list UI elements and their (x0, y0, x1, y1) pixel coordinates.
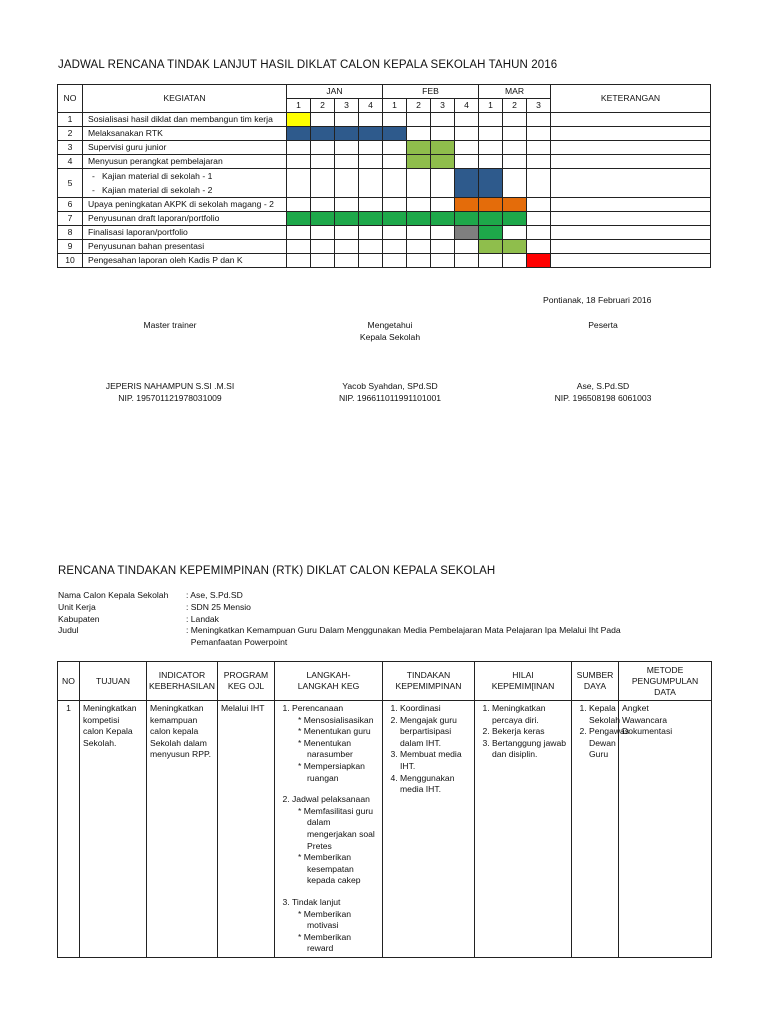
gantt-empty-cell (311, 240, 335, 254)
gantt-empty-cell (479, 113, 503, 127)
meta-row (58, 637, 686, 649)
meta-value: Pemanfaatan Powerpoint (186, 637, 288, 648)
gantt-bar-cell (359, 212, 383, 226)
rtk-tindakan (383, 701, 475, 958)
schedule-body (58, 113, 711, 268)
gantt-empty-cell (503, 155, 527, 169)
gantt-empty-cell (407, 240, 431, 254)
gantt-empty-cell (527, 198, 551, 212)
week-header: 1 (383, 99, 407, 113)
gantt-empty-cell (311, 169, 335, 198)
gantt-empty-cell (287, 240, 311, 254)
langkah-sub-item: * Mensosialisasikan (298, 715, 379, 727)
kegiatan-line: - Kajian material di sekolah - 1 (92, 171, 213, 181)
gantt-bar-cell (527, 254, 551, 268)
gantt-empty-cell (479, 127, 503, 141)
week-header: 2 (503, 99, 527, 113)
header-month-mar: MAR (479, 85, 551, 99)
gantt-empty-cell (527, 240, 551, 254)
row-kegiatan: Pengesahan laporan oleh Kadis P dan K (83, 254, 287, 268)
rtk-meta (58, 590, 686, 649)
meta-value: : SDN 25 Mensio (186, 601, 251, 612)
meta-row (58, 625, 686, 637)
gantt-empty-cell (479, 254, 503, 268)
gantt-empty-cell (455, 113, 479, 127)
gantt-empty-cell (431, 127, 455, 141)
header-text: NO (62, 675, 75, 686)
langkah-sub-item: * Menentukan guru (298, 726, 379, 738)
header-keterangan: KETERANGAN (551, 85, 711, 113)
row-no: 6 (58, 198, 83, 212)
metode-line: Wawancara (622, 714, 668, 725)
gantt-empty-cell (287, 169, 311, 198)
gantt-bar-cell (503, 240, 527, 254)
meta-row (58, 590, 686, 602)
nilai-item: 3. Bertanggung jawab dan disiplin. (492, 738, 568, 761)
gantt-empty-cell (503, 113, 527, 127)
gantt-empty-cell (527, 169, 551, 198)
week-header: 4 (455, 99, 479, 113)
header-kegiatan: KEGIATAN (83, 85, 287, 113)
gantt-empty-cell (335, 113, 359, 127)
week-header: 2 (407, 99, 431, 113)
gantt-bar-cell (431, 212, 455, 226)
table-row (58, 127, 711, 141)
rtk-nilai (475, 701, 572, 958)
row-kegiatan: Melaksanakan RTK (83, 127, 287, 141)
gantt-bar-cell (407, 141, 431, 155)
gantt-empty-cell (455, 254, 479, 268)
meta-label (58, 637, 186, 649)
kepala-name: Yacob Syahdan, SPd.SD (342, 381, 438, 391)
rtk-sumber (572, 701, 630, 958)
gantt-empty-cell (407, 254, 431, 268)
langkah-sub-list (298, 715, 379, 785)
table-row (58, 169, 711, 198)
spacer (292, 784, 379, 794)
gantt-empty-cell (455, 141, 479, 155)
gantt-bar-cell (407, 155, 431, 169)
meta-label: Kabupaten (58, 613, 100, 624)
row-kegiatan (83, 169, 287, 198)
row-keterangan (551, 198, 711, 212)
gantt-empty-cell (335, 226, 359, 240)
rtk-header-langkah (275, 662, 383, 701)
langkah-step (292, 897, 379, 955)
row-keterangan (551, 240, 711, 254)
tujuan-line: Sekolah. (83, 737, 117, 748)
meta-row (58, 614, 686, 626)
rtk-header-tujuan (80, 662, 147, 701)
rtk-title: RENCANA TINDAKAN KEPEMIMPINAN (RTK) DIKLAT CALON KEPALA SEKOLAH (58, 565, 496, 577)
rtk-header-tindakan (383, 662, 475, 701)
gantt-empty-cell (431, 113, 455, 127)
header-text: TINDAKAN (406, 670, 451, 680)
peserta-nip: NIP. 196508198 6061003 (554, 393, 652, 403)
header-text: KEG OJL (227, 681, 265, 691)
row-kegiatan: Supervisi guru junior (83, 141, 287, 155)
gantt-empty-cell (311, 254, 335, 268)
rtk-langkah (275, 701, 383, 958)
header-text: KEBERHASILAN (149, 681, 215, 691)
tujuan-line: kompetisi (83, 714, 120, 725)
week-header: 1 (479, 99, 503, 113)
schedule-table (57, 84, 711, 268)
gantt-bar-cell (287, 113, 311, 127)
master-trainer-name: JEPERIS NAHAMPUN S.SI .M.SI (105, 381, 235, 391)
row-keterangan (551, 127, 711, 141)
row-kegiatan: Penyusunan draft laporan/portfolio (83, 212, 287, 226)
gantt-empty-cell (431, 169, 455, 198)
row-kegiatan: Upaya peningkatan AKPK di sekolah magang - 2 (83, 198, 287, 212)
spacer (292, 887, 379, 897)
langkah-sub-list (298, 909, 379, 955)
gantt-bar-cell (479, 169, 503, 198)
gantt-empty-cell (359, 254, 383, 268)
rtk-header-indicator (147, 662, 218, 701)
gantt-empty-cell (359, 198, 383, 212)
gantt-empty-cell (311, 198, 335, 212)
row-keterangan (551, 226, 711, 240)
gantt-empty-cell (383, 113, 407, 127)
meta-value: : Meningkatkan Kemampuan Guru Dalam Menggunakan Media Pembelajaran Mata Pelajaran Ipa Melalui Iht Pada (186, 625, 621, 636)
rtk-header-program (218, 662, 275, 701)
header-text: PENGUMPULAN (631, 675, 699, 686)
meta-label: Judul (58, 625, 79, 636)
langkah-sub-item: * Memberikan motivasi (298, 909, 379, 932)
gantt-empty-cell (311, 141, 335, 155)
header-month-feb: FEB (383, 85, 479, 99)
header-text: SUMBER (576, 670, 614, 680)
langkah-sub-list (298, 806, 379, 887)
week-header: 4 (359, 99, 383, 113)
row-keterangan (551, 212, 711, 226)
indicator-line: menyusun RPP. (150, 749, 211, 760)
gantt-bar-cell (431, 155, 455, 169)
gantt-empty-cell (383, 226, 407, 240)
row-no: 8 (58, 226, 83, 240)
kepala-role-line2: Kepala Sekolah (359, 332, 421, 342)
tindakan-item: 3. Membuat media IHT. (400, 749, 471, 772)
gantt-bar-cell (311, 127, 335, 141)
gantt-empty-cell (407, 169, 431, 198)
gantt-empty-cell (359, 226, 383, 240)
gantt-empty-cell (383, 155, 407, 169)
header-text: LANGKAH KEG (297, 681, 360, 691)
rtk-header-no (58, 662, 80, 701)
gantt-empty-cell (359, 240, 383, 254)
table-row (58, 240, 711, 254)
header-text: METODE (646, 664, 684, 675)
sumber-item: 2. Pengawas Dewan Guru (589, 726, 615, 761)
tindakan-item: 4. Menggunakan media IHT. (400, 773, 471, 796)
row-no: 9 (58, 240, 83, 254)
meta-label: Unit Kerja (58, 601, 96, 612)
rtk-program: Melalui IHT (218, 701, 275, 958)
row-kegiatan: Finalisasi laporan/portfolio (83, 226, 287, 240)
tujuan-line: calon Kepala (83, 726, 133, 737)
gantt-empty-cell (455, 240, 479, 254)
gantt-bar-cell (407, 212, 431, 226)
rtk-header-nilai (475, 662, 572, 701)
table-row (58, 212, 711, 226)
gantt-empty-cell (287, 226, 311, 240)
rtk-metode (619, 701, 712, 958)
gantt-empty-cell (431, 198, 455, 212)
row-no: 5 (58, 169, 83, 198)
gantt-empty-cell (503, 169, 527, 198)
gantt-empty-cell (335, 240, 359, 254)
kegiatan-line: - Kajian material di sekolah - 2 (92, 185, 213, 195)
peserta-role: Peserta (588, 320, 618, 330)
gantt-empty-cell (527, 212, 551, 226)
rtk-header-sumber (572, 662, 619, 701)
gantt-bar-cell (455, 169, 479, 198)
gantt-bar-cell (503, 198, 527, 212)
gantt-bar-cell (479, 240, 503, 254)
gantt-bar-cell (335, 127, 359, 141)
gantt-empty-cell (287, 198, 311, 212)
table-row (58, 254, 711, 268)
gantt-bar-cell (479, 226, 503, 240)
gantt-empty-cell (407, 127, 431, 141)
week-header: 2 (311, 99, 335, 113)
langkah-step (292, 794, 379, 897)
table-row (58, 155, 711, 169)
indicator-line: Meningkatkan (150, 703, 204, 713)
rtk-row (58, 701, 712, 958)
gantt-empty-cell (383, 240, 407, 254)
sumber-item-list (575, 703, 630, 761)
header-text: DAYA (583, 681, 607, 691)
gantt-bar-cell (383, 212, 407, 226)
gantt-empty-cell (359, 113, 383, 127)
langkah-sub-item: * Menentukan narasumber (298, 738, 379, 761)
row-no: 1 (58, 113, 83, 127)
gantt-empty-cell (527, 155, 551, 169)
header-text: KEPEMIM[INAN (491, 681, 555, 691)
gantt-bar-cell (287, 212, 311, 226)
gantt-empty-cell (359, 141, 383, 155)
header-text: LANGKAH- (306, 670, 351, 680)
gantt-empty-cell (527, 141, 551, 155)
gantt-empty-cell (503, 141, 527, 155)
gantt-empty-cell (335, 198, 359, 212)
row-keterangan (551, 155, 711, 169)
tindakan-item: 1. Koordinasi (400, 703, 471, 715)
gantt-empty-cell (503, 127, 527, 141)
rtk-indicator (147, 701, 218, 958)
gantt-empty-cell (383, 141, 407, 155)
kepala-nip: NIP. 196611011991101001 (338, 393, 442, 403)
indicator-line: kemampuan (150, 714, 198, 725)
header-text: PROGRAM (223, 670, 269, 680)
gantt-bar-cell (503, 212, 527, 226)
gantt-empty-cell (311, 113, 335, 127)
table-row (58, 226, 711, 240)
row-kegiatan: Penyusunan bahan presentasi (83, 240, 287, 254)
gantt-bar-cell (383, 127, 407, 141)
gantt-empty-cell (383, 254, 407, 268)
gantt-bar-cell (311, 212, 335, 226)
kepala-role-line1: Mengetahui (367, 320, 413, 330)
row-no: 4 (58, 155, 83, 169)
header-text: INDICATOR (158, 670, 206, 680)
gantt-bar-cell (479, 198, 503, 212)
indicator-line: Sekolah dalam (150, 737, 207, 748)
langkah-step (292, 703, 379, 794)
row-keterangan (551, 254, 711, 268)
peserta-name: Ase, S.Pd.SD (576, 381, 630, 391)
gantt-empty-cell (311, 226, 335, 240)
row-no: 2 (58, 127, 83, 141)
rtk-table (57, 661, 712, 958)
sumber-item: 1. Kepala Sekolah (589, 703, 615, 726)
gantt-bar-cell (455, 212, 479, 226)
gantt-empty-cell (383, 169, 407, 198)
row-kegiatan: Sosialisasi hasil diklat dan membangun tim kerja (83, 113, 287, 127)
langkah-sub-item: * Memberikan reward (298, 932, 379, 955)
week-header: 3 (335, 99, 359, 113)
langkah-sub-item: * Mempersiapkan ruangan (298, 761, 379, 784)
gantt-bar-cell (455, 198, 479, 212)
gantt-bar-cell (359, 127, 383, 141)
schedule-title: JADWAL RENCANA TINDAK LANJUT HASIL DIKLAT CALON KEPALA SEKOLAH TAHUN 2016 (58, 59, 558, 71)
gantt-empty-cell (287, 254, 311, 268)
header-month-jan: JAN (287, 85, 383, 99)
tindakan-item-list (386, 703, 471, 796)
gantt-empty-cell (455, 127, 479, 141)
rtk-header-metode (619, 662, 712, 701)
table-row (58, 141, 711, 155)
gantt-empty-cell (527, 127, 551, 141)
gantt-empty-cell (431, 226, 455, 240)
gantt-empty-cell (311, 155, 335, 169)
master-trainer-nip: NIP. 195701121978031009 (118, 393, 222, 403)
gantt-bar-cell (287, 127, 311, 141)
gantt-empty-cell (407, 226, 431, 240)
gantt-empty-cell (455, 155, 479, 169)
indicator-line: calon kepala (150, 726, 199, 737)
langkah-list (278, 703, 379, 955)
gantt-bar-cell (455, 226, 479, 240)
gantt-empty-cell (431, 240, 455, 254)
master-trainer-role: Master trainer (143, 320, 197, 330)
tindakan-item: 2. Mengajak guru berpartisipasi dalam IHT. (400, 715, 471, 750)
header-text: KEPEMIMPINAN (395, 681, 462, 691)
langkah-step-title: Perencanaan (292, 703, 344, 713)
row-no: 10 (58, 254, 83, 268)
gantt-empty-cell (335, 141, 359, 155)
gantt-empty-cell (335, 155, 359, 169)
langkah-step-title: Jadwal pelaksanaan (292, 794, 370, 805)
meta-row (58, 602, 686, 614)
row-keterangan (551, 141, 711, 155)
week-header: 3 (527, 99, 551, 113)
week-header: 3 (431, 99, 455, 113)
gantt-empty-cell (503, 254, 527, 268)
gantt-empty-cell (479, 141, 503, 155)
header-no: NO (58, 85, 83, 113)
row-no: 3 (58, 141, 83, 155)
rtk-no: 1 (58, 701, 80, 958)
header-text: DATA (654, 686, 676, 697)
gantt-empty-cell (407, 113, 431, 127)
row-keterangan (551, 169, 711, 198)
langkah-sub-item: * Memfasilitasi guru dalam mengerjakan soal Pretes (298, 806, 379, 852)
metode-line: Dokumentasi (622, 726, 673, 737)
gantt-empty-cell (479, 155, 503, 169)
gantt-bar-cell (479, 212, 503, 226)
header-text: HILAI (512, 670, 534, 680)
gantt-empty-cell (335, 169, 359, 198)
gantt-bar-cell (335, 212, 359, 226)
gantt-empty-cell (383, 198, 407, 212)
tujuan-line: Meningkatkan (83, 703, 137, 713)
gantt-empty-cell (527, 226, 551, 240)
gantt-empty-cell (407, 198, 431, 212)
table-row (58, 198, 711, 212)
table-row (58, 113, 711, 127)
gantt-empty-cell (527, 113, 551, 127)
row-no: 7 (58, 212, 83, 226)
nilai-item: 2. Bekerja keras (492, 726, 568, 738)
gantt-empty-cell (287, 155, 311, 169)
gantt-bar-cell (431, 141, 455, 155)
langkah-step-title: Tindak lanjut (292, 896, 341, 907)
rtk-tujuan (80, 701, 147, 958)
meta-value: : Landak (186, 613, 219, 624)
row-kegiatan: Menyusun perangkat pembelajaran (83, 155, 287, 169)
meta-label: Nama Calon Kepala Sekolah (58, 590, 169, 600)
header-text: TUJUAN (96, 675, 130, 686)
week-header: 1 (287, 99, 311, 113)
gantt-empty-cell (359, 169, 383, 198)
nilai-item: 1. Meningkatkan percaya diri. (492, 703, 568, 726)
meta-value: : Ase, S.Pd.SD (186, 590, 243, 600)
gantt-empty-cell (287, 141, 311, 155)
place-date: Pontianak, 18 Februari 2016 (543, 295, 652, 305)
gantt-empty-cell (359, 155, 383, 169)
metode-line: Angket (622, 703, 649, 713)
langkah-sub-item: * Memberikan kesempatan kepada cakep (298, 852, 379, 887)
gantt-empty-cell (503, 226, 527, 240)
row-keterangan (551, 113, 711, 127)
gantt-empty-cell (431, 254, 455, 268)
gantt-empty-cell (335, 254, 359, 268)
nilai-item-list (478, 703, 568, 761)
